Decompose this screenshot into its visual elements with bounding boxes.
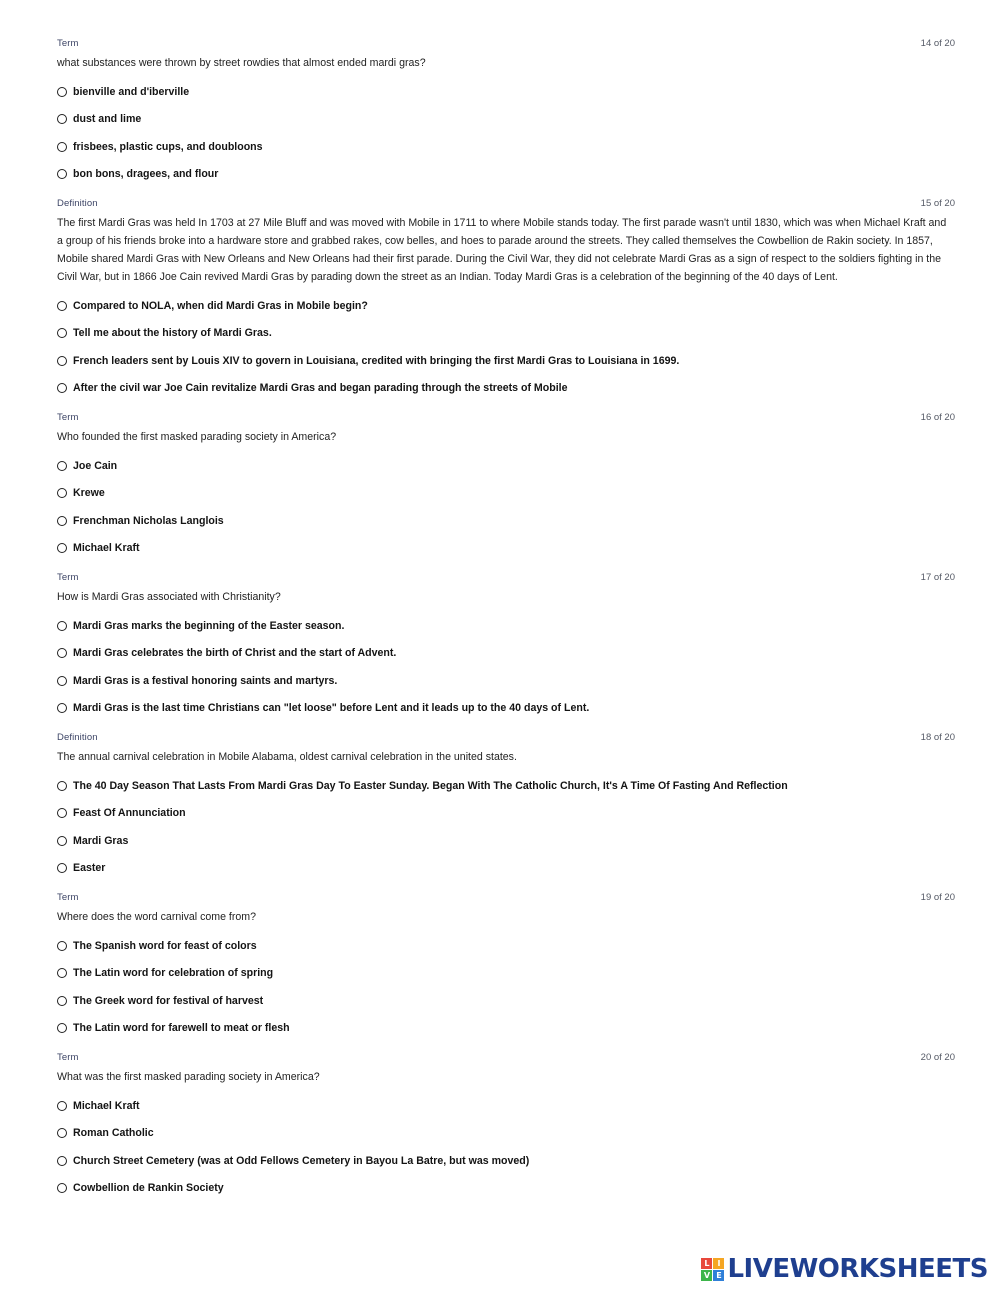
- answer-option[interactable]: [57, 640, 955, 668]
- radio-button-icon[interactable]: [57, 114, 67, 124]
- answer-option-label: bienville and d'iberville: [73, 85, 190, 98]
- answer-option-label: Mardi Gras celebrates the birth of Christ and the start of Advent.: [73, 647, 397, 660]
- logo-mark-letter: L: [701, 1258, 712, 1269]
- radio-button-icon[interactable]: [57, 836, 67, 846]
- answer-option[interactable]: [57, 1092, 955, 1120]
- answer-option-label: Krewe: [73, 487, 105, 500]
- answer-option-label: Michael Kraft: [73, 1099, 140, 1112]
- question-block: [57, 1052, 955, 1202]
- answer-option-label: Cowbellion de Rankin Society: [73, 1182, 224, 1195]
- answer-option[interactable]: [57, 667, 955, 695]
- answer-option-label: Church Street Cemetery (was at Odd Fellows Cemetery in Bayou La Batre, but was moved): [73, 1154, 530, 1167]
- answer-option[interactable]: [57, 161, 955, 189]
- logo-mark-letter: I: [713, 1258, 724, 1269]
- question-counter: 15 of 20: [920, 198, 955, 209]
- question-prompt: What was the first masked parading society in America?: [57, 1071, 320, 1083]
- answer-option[interactable]: [57, 507, 955, 535]
- answer-option[interactable]: [57, 535, 955, 563]
- radio-button-icon[interactable]: [57, 676, 67, 686]
- answer-option-label: Feast Of Annunciation: [73, 807, 186, 820]
- question-header: [57, 198, 955, 212]
- answer-option[interactable]: [57, 695, 955, 723]
- question-header: [57, 1052, 955, 1066]
- radio-button-icon[interactable]: [57, 142, 67, 152]
- answer-options: [57, 612, 955, 722]
- answer-option[interactable]: [57, 320, 955, 348]
- answer-option[interactable]: [57, 106, 955, 134]
- question-counter: 19 of 20: [920, 892, 955, 903]
- radio-button-icon[interactable]: [57, 328, 67, 338]
- radio-button-icon[interactable]: [57, 516, 67, 526]
- question-counter: 17 of 20: [920, 572, 955, 583]
- radio-button-icon[interactable]: [57, 1183, 67, 1193]
- radio-button-icon[interactable]: [57, 488, 67, 498]
- question-type-label: Term: [57, 38, 79, 49]
- answer-options: [57, 1092, 955, 1202]
- radio-button-icon[interactable]: [57, 169, 67, 179]
- answer-option[interactable]: [57, 480, 955, 508]
- question-block: [57, 572, 955, 722]
- radio-button-icon[interactable]: [57, 1023, 67, 1033]
- answer-options: [57, 452, 955, 562]
- radio-button-icon[interactable]: [57, 383, 67, 393]
- answer-option[interactable]: [57, 932, 955, 960]
- answer-option-label: Mardi Gras marks the beginning of the Easter season.: [73, 619, 345, 632]
- question-prompt: The first Mardi Gras was held In 1703 at 27 Mile Bluff and was moved with Mobile in 1711 to where Mobile stands today. The first parade wasn't until 1830, which was when Michael Kraft and a group of his friends broke into a hardware store and grabbed rakes, cow belles, and hoes to parade around the streets. They called themselves the Cowbellion de Rakin society. In 1857, Mobile shared Mardi Gras with New Orleans and New Orleans had their first parade. During the Civil War, they did not celebrate Mardi Gras as a sign of respect to the soldiers fighting in the Civil War, but in 1866 Joe Cain revived Mardi Gras by parading down the street as an Indian. Today Mardi Gras is a celebration of the beginning of the 40 days of Lent.: [57, 217, 947, 283]
- answer-option-label: The Greek word for festival of harvest: [73, 994, 264, 1007]
- answer-option-label: French leaders sent by Louis XIV to govern in Louisiana, credited with bringing the first Mardi Gras to Louisiana in 1699.: [73, 354, 680, 367]
- question-block: [57, 198, 955, 402]
- question-prompt: The annual carnival celebration in Mobile Alabama, oldest carnival celebration in the united states.: [57, 751, 517, 763]
- question-counter: 14 of 20: [920, 38, 955, 49]
- radio-button-icon[interactable]: [57, 863, 67, 873]
- question-block: [57, 38, 955, 188]
- answer-options: [57, 78, 955, 188]
- question-block: [57, 892, 955, 1042]
- liveworksheets-logo: [701, 1254, 988, 1284]
- answer-option-label: The Latin word for farewell to meat or flesh: [73, 1022, 290, 1035]
- radio-button-icon[interactable]: [57, 543, 67, 553]
- answer-option[interactable]: [57, 1015, 955, 1043]
- radio-button-icon[interactable]: [57, 941, 67, 951]
- answer-option[interactable]: [57, 1175, 955, 1203]
- question-counter: 18 of 20: [920, 732, 955, 743]
- radio-button-icon[interactable]: [57, 461, 67, 471]
- question-block: [57, 412, 955, 562]
- answer-option[interactable]: [57, 1147, 955, 1175]
- answer-option-label: The Spanish word for feast of colors: [73, 939, 257, 952]
- radio-button-icon[interactable]: [57, 808, 67, 818]
- answer-option-label: Mardi Gras: [73, 834, 129, 847]
- radio-button-icon[interactable]: [57, 648, 67, 658]
- answer-option[interactable]: [57, 800, 955, 828]
- answer-option-label: Tell me about the history of Mardi Gras.: [73, 327, 272, 340]
- question-type-label: Term: [57, 412, 79, 423]
- answer-option[interactable]: [57, 78, 955, 106]
- answer-option[interactable]: [57, 987, 955, 1015]
- answer-option[interactable]: [57, 827, 955, 855]
- worksheet: [57, 38, 955, 1212]
- answer-option[interactable]: [57, 292, 955, 320]
- question-type-label: Definition: [57, 732, 98, 743]
- radio-button-icon[interactable]: [57, 781, 67, 791]
- answer-option-label: The Latin word for celebration of spring: [73, 967, 274, 980]
- answer-option-label: Michael Kraft: [73, 542, 140, 555]
- logo-mark-letter: V: [701, 1270, 712, 1281]
- question-prompt: what substances were thrown by street rowdies that almost ended mardi gras?: [57, 57, 426, 69]
- radio-button-icon[interactable]: [57, 996, 67, 1006]
- logo-mark-icon: [701, 1258, 724, 1281]
- radio-button-icon[interactable]: [57, 301, 67, 311]
- answer-option[interactable]: [57, 133, 955, 161]
- answer-option[interactable]: [57, 452, 955, 480]
- question-counter: 16 of 20: [920, 412, 955, 423]
- answer-option[interactable]: [57, 347, 955, 375]
- question-type-label: Term: [57, 1052, 79, 1063]
- logo-mark-letter: E: [713, 1270, 724, 1281]
- answer-option-label: After the civil war Joe Cain revitalize Mardi Gras and began parading through the streets of Mobile: [73, 382, 568, 395]
- question-type-label: Definition: [57, 198, 98, 209]
- answer-option[interactable]: [57, 612, 955, 640]
- question-counter: 20 of 20: [920, 1052, 955, 1063]
- answer-option-label: Roman Catholic: [73, 1127, 154, 1140]
- answer-options: [57, 932, 955, 1042]
- answer-option[interactable]: [57, 375, 955, 403]
- question-header: [57, 38, 955, 52]
- answer-options: [57, 772, 955, 882]
- answer-option[interactable]: [57, 960, 955, 988]
- answer-option-label: The 40 Day Season That Lasts From Mardi Gras Day To Easter Sunday. Began With The Catholic Church, It's A Time Of Fasting And Reflection: [73, 779, 788, 792]
- answer-option-label: Compared to NOLA, when did Mardi Gras in Mobile begin?: [73, 299, 368, 312]
- answer-option[interactable]: [57, 855, 955, 883]
- answer-option[interactable]: [57, 1120, 955, 1148]
- answer-option-label: frisbees, plastic cups, and doubloons: [73, 140, 263, 153]
- question-header: [57, 732, 955, 746]
- radio-button-icon[interactable]: [57, 1101, 67, 1111]
- radio-button-icon[interactable]: [57, 621, 67, 631]
- question-type-label: Term: [57, 572, 79, 583]
- radio-button-icon[interactable]: [57, 87, 67, 97]
- answer-option-label: bon bons, dragees, and flour: [73, 168, 219, 181]
- radio-button-icon[interactable]: [57, 703, 67, 713]
- radio-button-icon[interactable]: [57, 1156, 67, 1166]
- answer-option[interactable]: [57, 772, 955, 800]
- logo-text: LIVEWORKSHEETS: [727, 1254, 988, 1284]
- question-prompt: Where does the word carnival come from?: [57, 911, 257, 923]
- answer-option-label: Easter: [73, 862, 106, 875]
- question-header: [57, 572, 955, 586]
- answer-option-label: dust and lime: [73, 113, 142, 126]
- question-block: [57, 732, 955, 882]
- answer-option-label: Joe Cain: [73, 459, 118, 472]
- radio-button-icon[interactable]: [57, 968, 67, 978]
- question-prompt: How is Mardi Gras associated with Christianity?: [57, 591, 281, 603]
- question-header: [57, 412, 955, 426]
- answer-option-label: Mardi Gras is the last time Christians can "let loose" before Lent and it leads up to the 40 days of Lent.: [73, 702, 590, 715]
- answer-option-label: Frenchman Nicholas Langlois: [73, 514, 224, 527]
- radio-button-icon[interactable]: [57, 1128, 67, 1138]
- answer-option-label: Mardi Gras is a festival honoring saints and martyrs.: [73, 674, 338, 687]
- question-type-label: Term: [57, 892, 79, 903]
- question-header: [57, 892, 955, 906]
- radio-button-icon[interactable]: [57, 356, 67, 366]
- question-prompt: Who founded the first masked parading society in America?: [57, 431, 337, 443]
- answer-options: [57, 292, 955, 402]
